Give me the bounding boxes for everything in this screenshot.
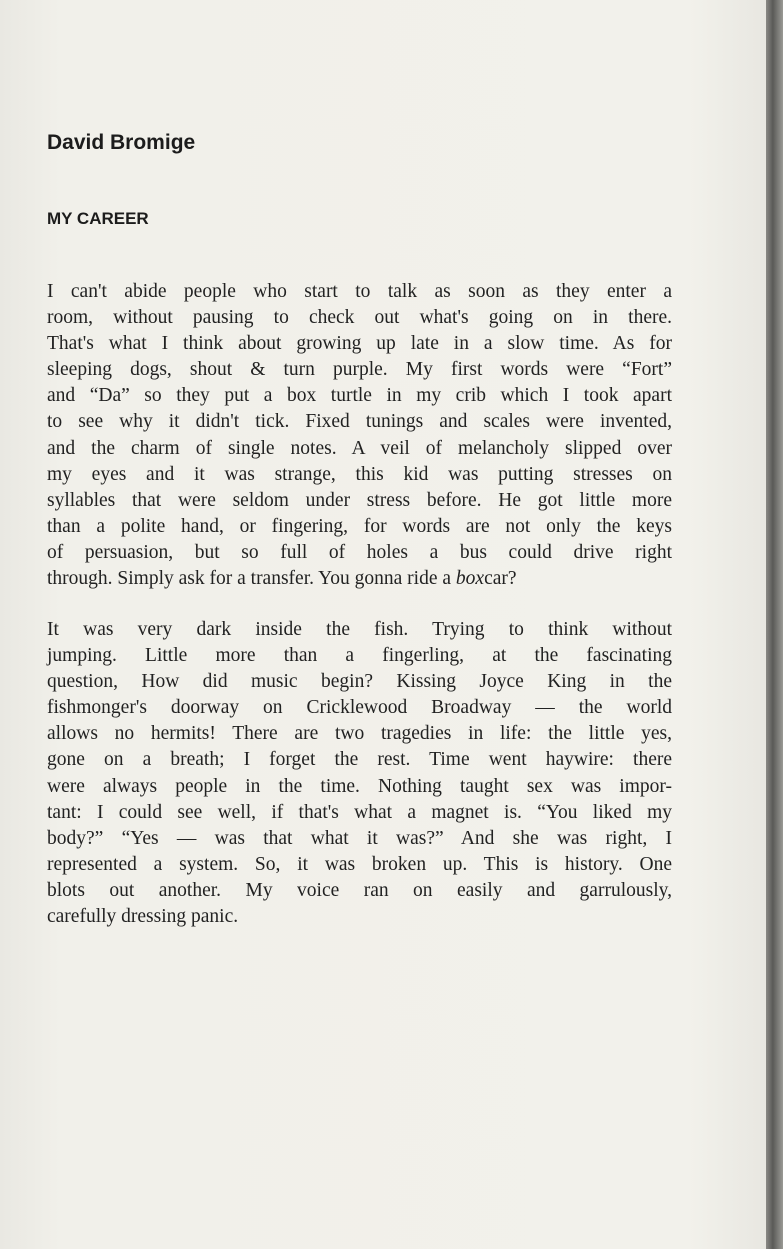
text-line: body?” “Yes — was that what it was?” And she was right, I xyxy=(47,827,672,849)
text-line: carefully dressing panic. xyxy=(47,906,239,928)
page-edge xyxy=(766,0,783,1249)
text-line: fishmonger's doorway on Cricklewood Broadway — the world xyxy=(47,697,672,719)
text-line: room, without pausing to check out what's going on in there. xyxy=(47,307,672,329)
text-line: were always people in the time. Nothing taught sex was impor- xyxy=(47,775,672,797)
text-line: It was very dark inside the fish. Trying to think without xyxy=(47,619,672,640)
paragraph-1 xyxy=(47,279,672,592)
text-line: through. Simply ask for a transfer. You gonna ride a boxcar? xyxy=(47,568,517,590)
text-line: represented a system. So, it was broken up. This is history. One xyxy=(47,853,672,875)
text-line: tant: I could see well, if that's what a magnet is. “You liked my xyxy=(47,801,672,823)
text-line: and the charm of single notes. A veil of melancholy slipped over xyxy=(47,437,672,459)
text-line: allows no hermits! There are two tragedies in life: the little yes, xyxy=(47,723,672,745)
text-line: gone on a breath; I forget the rest. Time went haywire: there xyxy=(47,749,672,771)
paragraph-2 xyxy=(47,617,672,930)
text-line: sleeping dogs, shout & turn purple. My first words were “Fort” xyxy=(47,359,672,381)
text-line: than a polite hand, or fingering, for words are not only the keys xyxy=(47,515,672,537)
text-line: question, How did music begin? Kissing Joyce King in the xyxy=(47,671,672,693)
author-name: David Bromige xyxy=(47,131,196,154)
text-line: blots out another. My voice ran on easily and garrulously, xyxy=(47,879,672,901)
text-line: my eyes and it was strange, this kid was putting stresses on xyxy=(47,463,672,485)
text-line: I can't abide people who start to talk as soon as they enter a xyxy=(47,281,672,302)
text-line: and “Da” so they put a box turtle in my crib which I took apart xyxy=(47,385,672,407)
text-line: syllables that were seldom under stress before. He got little more xyxy=(47,489,672,511)
text-line: jumping. Little more than a fingerling, at the fascinating xyxy=(47,645,672,667)
text-line: to see why it didn't tick. Fixed tunings and scales were invented, xyxy=(47,411,672,433)
text-line: of persuasion, but so full of holes a bus could drive right xyxy=(47,541,672,563)
piece-title: MY CAREER xyxy=(47,209,149,228)
text-line: That's what I think about growing up late in a slow time. As for xyxy=(47,333,672,355)
